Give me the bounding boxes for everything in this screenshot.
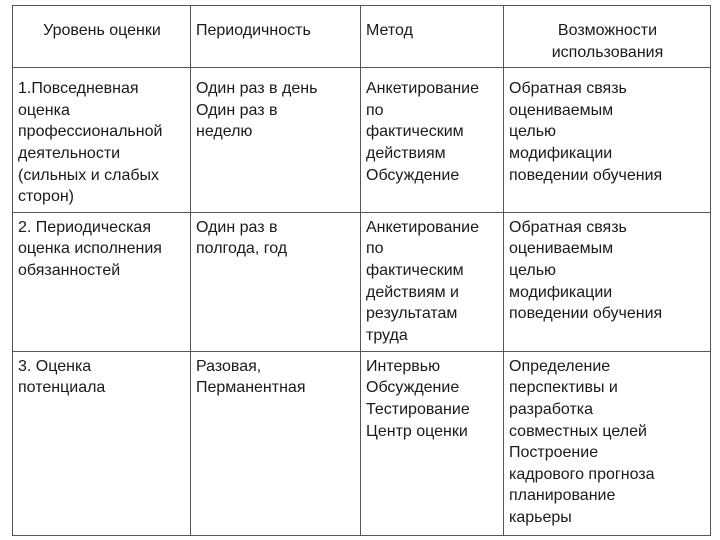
cell-evaluation-level: 1.Повседневная оценка профессиональной деятельности (сильных и слабых сторон) xyxy=(13,68,191,213)
cell-evaluation-level: 2. Периодическая оценка исполнения обязанностей xyxy=(13,212,191,351)
header-usage-possibilities: Возможности использования xyxy=(504,6,711,68)
table-row xyxy=(13,351,711,535)
cell-usage-possibilities: Определение перспективы и разработка совместных целей Построение кадрового прогноза планирование карьеры xyxy=(504,351,711,535)
cell-method: Интервью Обсуждение Тестирование Центр оценки xyxy=(361,351,504,535)
header-periodicity: Периодичность xyxy=(191,6,361,68)
cell-periodicity: Один раз в полгода, год xyxy=(191,212,361,351)
cell-periodicity: Один раз в день Один раз в неделю xyxy=(191,68,361,213)
table-row xyxy=(13,212,711,351)
table-row xyxy=(13,68,711,213)
header-evaluation-level: Уровень оценки xyxy=(13,6,191,68)
cell-evaluation-level: 3. Оценка потенциала xyxy=(13,351,191,535)
evaluation-table xyxy=(12,5,711,536)
cell-periodicity: Разовая, Перманентная xyxy=(191,351,361,535)
cell-method: Анкетирование по фактическим действиям Обсуждение xyxy=(361,68,504,213)
cell-usage-possibilities: Обратная связь оцениваемым целью модификации поведении обучения xyxy=(504,68,711,213)
cell-usage-possibilities: Обратная связь оцениваемым целью модификации поведении обучения xyxy=(504,212,711,351)
header-method: Метод xyxy=(361,6,504,68)
cell-method: Анкетирование по фактическим действиям и результатам труда xyxy=(361,212,504,351)
table-header-row xyxy=(13,6,711,68)
